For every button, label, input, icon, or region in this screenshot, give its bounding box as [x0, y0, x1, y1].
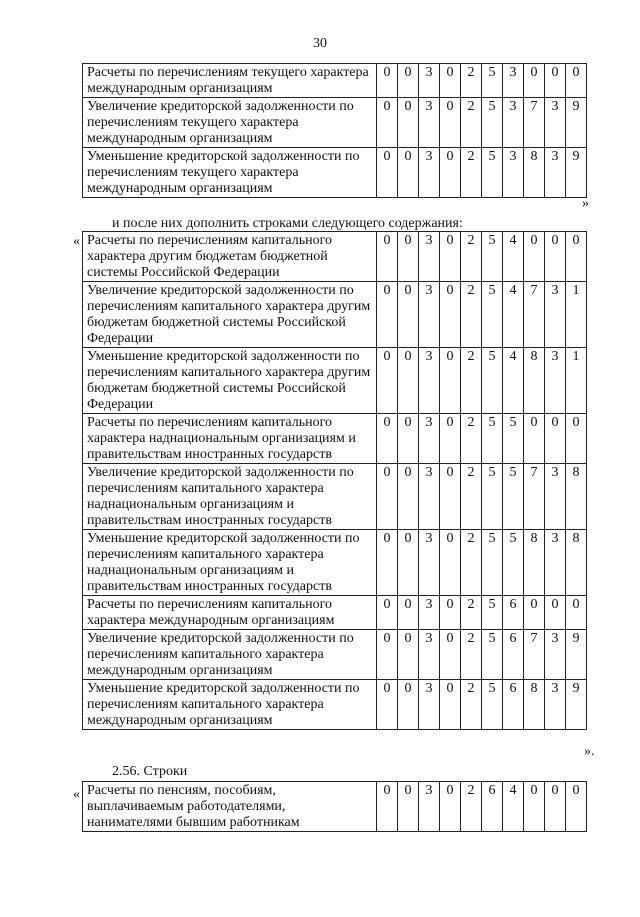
row-description: Увеличение кредиторской задолженности по перечислениям капитального характера другим бюджетам бюджетной системы Российской Федерации	[83, 282, 377, 348]
code-digit: 8	[524, 530, 545, 596]
code-digit: 0	[398, 680, 419, 730]
code-digit: 0	[566, 64, 587, 98]
code-digit: 9	[566, 630, 587, 680]
code-digit: 3	[419, 282, 440, 348]
code-digit: 3	[419, 530, 440, 596]
code-digit: 0	[398, 64, 419, 98]
code-digit: 0	[377, 282, 398, 348]
code-digit: 2	[461, 64, 482, 98]
code-digit: 3	[419, 148, 440, 198]
row-description: Увеличение кредиторской задолженности по перечислениям капитального характера наднациональным организациям и правительствам иностранных государств	[83, 464, 377, 530]
code-digit: 5	[503, 530, 524, 596]
code-digit: 3	[419, 596, 440, 630]
table-row	[83, 148, 587, 198]
code-digit: 0	[377, 348, 398, 414]
code-digit: 5	[482, 98, 503, 148]
code-digit: 4	[503, 232, 524, 282]
code-digit: 2	[461, 232, 482, 282]
code-digit: 7	[524, 98, 545, 148]
code-digit: 1	[566, 348, 587, 414]
row-description: Расчеты по пенсиям, пособиям, выплачиваемым работодателями, нанимателями бывшим работникам	[83, 782, 377, 832]
row-description: Увеличение кредиторской задолженности по перечислениям капитального характера международным организациям	[83, 630, 377, 680]
code-digit: 8	[524, 148, 545, 198]
code-digit: 2	[461, 414, 482, 464]
row-description: Уменьшение кредиторской задолженности по перечислениям текущего характера международным организациям	[83, 148, 377, 198]
paragraph-add-rows: и после них дополнить строками следующего содержания:	[112, 216, 463, 231]
code-digit: 3	[545, 98, 566, 148]
code-digit: 5	[482, 348, 503, 414]
code-digit: 0	[566, 414, 587, 464]
code-digit: 0	[398, 232, 419, 282]
code-digit: 0	[440, 98, 461, 148]
code-digit: 0	[566, 782, 587, 832]
code-digit: 7	[524, 282, 545, 348]
code-digit: 0	[524, 232, 545, 282]
code-digit: 0	[377, 232, 398, 282]
code-digit: 4	[503, 282, 524, 348]
closing-quote: ».	[584, 744, 595, 759]
code-digit: 0	[566, 596, 587, 630]
code-digit: 0	[377, 64, 398, 98]
table-row	[83, 464, 587, 530]
code-digit: 5	[482, 414, 503, 464]
code-digit: 2	[461, 782, 482, 832]
code-digit: 0	[524, 64, 545, 98]
code-digit: 6	[482, 782, 503, 832]
code-digit: 0	[440, 64, 461, 98]
code-digit: 8	[566, 464, 587, 530]
table-row	[83, 680, 587, 730]
code-digit: 0	[440, 348, 461, 414]
page-number: 30	[313, 36, 327, 51]
code-digit: 0	[545, 414, 566, 464]
code-digit: 0	[440, 596, 461, 630]
code-digit: 2	[461, 464, 482, 530]
code-digit: 0	[377, 530, 398, 596]
code-digit: 2	[461, 98, 482, 148]
code-digit: 3	[419, 782, 440, 832]
row-description: Уменьшение кредиторской задолженности по перечислениям капитального характера международным организациям	[83, 680, 377, 730]
table-row	[83, 414, 587, 464]
code-digit: 3	[419, 348, 440, 414]
code-digit: 0	[440, 530, 461, 596]
code-table-capital-transfers	[82, 231, 587, 730]
code-digit: 3	[545, 148, 566, 198]
code-digit: 0	[545, 232, 566, 282]
code-digit: 3	[503, 98, 524, 148]
opening-quote: «	[73, 787, 80, 802]
code-digit: 4	[503, 782, 524, 832]
code-digit: 0	[398, 414, 419, 464]
code-digit: 8	[524, 680, 545, 730]
code-digit: 5	[482, 148, 503, 198]
paragraph-section-heading: 2.56. Строки	[112, 764, 188, 779]
code-digit: 2	[461, 630, 482, 680]
code-digit: 4	[503, 348, 524, 414]
code-digit: 2	[461, 596, 482, 630]
code-digit: 3	[545, 282, 566, 348]
code-table-pensions	[82, 781, 587, 832]
code-digit: 5	[482, 680, 503, 730]
code-table-current-transfers	[82, 63, 587, 198]
code-digit: 9	[566, 680, 587, 730]
code-digit: 5	[503, 414, 524, 464]
code-digit: 0	[440, 680, 461, 730]
code-digit: 2	[461, 282, 482, 348]
code-digit: 0	[545, 782, 566, 832]
code-digit: 0	[440, 148, 461, 198]
code-digit: 0	[377, 148, 398, 198]
code-digit: 3	[419, 464, 440, 530]
table-row	[83, 232, 587, 282]
code-digit: 0	[524, 414, 545, 464]
code-digit: 8	[524, 348, 545, 414]
table-row	[83, 348, 587, 414]
code-digit: 2	[461, 680, 482, 730]
code-digit: 0	[566, 232, 587, 282]
code-digit: 0	[398, 148, 419, 198]
opening-quote: «	[73, 234, 80, 249]
table-row	[83, 630, 587, 680]
code-digit: 0	[377, 414, 398, 464]
code-digit: 5	[482, 64, 503, 98]
row-description: Расчеты по перечислениям текущего характера международным организациям	[83, 64, 377, 98]
code-digit: 7	[524, 464, 545, 530]
code-digit: 5	[482, 232, 503, 282]
code-digit: 3	[419, 414, 440, 464]
code-digit: 0	[524, 782, 545, 832]
row-description: Уменьшение кредиторской задолженности по перечислениям капитального характера другим бюджетам бюджетной системы Российской Федерации	[83, 348, 377, 414]
code-digit: 7	[524, 630, 545, 680]
row-description: Уменьшение кредиторской задолженности по перечислениям капитального характера наднациональным организациям и правительствам иностранных государств	[83, 530, 377, 596]
code-digit: 2	[461, 148, 482, 198]
code-digit: 0	[398, 464, 419, 530]
code-digit: 9	[566, 148, 587, 198]
code-digit: 6	[503, 630, 524, 680]
code-digit: 0	[440, 232, 461, 282]
code-digit: 3	[503, 148, 524, 198]
row-description: Расчеты по перечислениям капитального характера международным организациям	[83, 596, 377, 630]
table-row	[83, 98, 587, 148]
code-digit: 3	[419, 680, 440, 730]
code-digit: 1	[566, 282, 587, 348]
code-digit: 0	[545, 64, 566, 98]
table-row	[83, 282, 587, 348]
code-digit: 5	[482, 630, 503, 680]
code-digit: 0	[398, 348, 419, 414]
code-digit: 0	[377, 782, 398, 832]
code-digit: 9	[566, 98, 587, 148]
table-row	[83, 530, 587, 596]
table-row	[83, 64, 587, 98]
code-digit: 0	[440, 464, 461, 530]
code-digit: 0	[377, 464, 398, 530]
row-description: Расчеты по перечислениям капитального характера наднациональным организациям и правительствам иностранных государств	[83, 414, 377, 464]
code-digit: 3	[545, 630, 566, 680]
code-digit: 0	[377, 596, 398, 630]
code-digit: 0	[524, 596, 545, 630]
code-digit: 3	[419, 98, 440, 148]
code-digit: 3	[503, 64, 524, 98]
code-digit: 5	[482, 464, 503, 530]
code-digit: 3	[545, 530, 566, 596]
row-description: Расчеты по перечислениям капитального характера другим бюджетам бюджетной системы Российской Федерации	[83, 232, 377, 282]
code-digit: 5	[482, 530, 503, 596]
code-digit: 3	[545, 464, 566, 530]
code-digit: 0	[545, 596, 566, 630]
code-digit: 0	[377, 98, 398, 148]
table-row	[83, 596, 587, 630]
code-digit: 5	[482, 596, 503, 630]
code-digit: 2	[461, 348, 482, 414]
code-digit: 0	[398, 596, 419, 630]
code-digit: 0	[377, 630, 398, 680]
code-digit: 5	[503, 464, 524, 530]
code-digit: 3	[419, 232, 440, 282]
code-digit: 0	[398, 98, 419, 148]
row-description: Увеличение кредиторской задолженности по перечислениям текущего характера международным организациям	[83, 98, 377, 148]
code-digit: 6	[503, 596, 524, 630]
code-digit: 3	[419, 630, 440, 680]
code-digit: 0	[440, 414, 461, 464]
code-digit: 0	[377, 680, 398, 730]
code-digit: 3	[545, 348, 566, 414]
code-digit: 5	[482, 282, 503, 348]
code-digit: 0	[440, 282, 461, 348]
code-digit: 8	[566, 530, 587, 596]
code-digit: 0	[398, 782, 419, 832]
closing-quote: »	[582, 196, 589, 211]
code-digit: 0	[440, 630, 461, 680]
code-digit: 0	[398, 630, 419, 680]
code-digit: 0	[398, 282, 419, 348]
code-digit: 2	[461, 530, 482, 596]
code-digit: 3	[545, 680, 566, 730]
table-row	[83, 782, 587, 832]
code-digit: 3	[419, 64, 440, 98]
code-digit: 0	[398, 530, 419, 596]
code-digit: 6	[503, 680, 524, 730]
code-digit: 0	[440, 782, 461, 832]
